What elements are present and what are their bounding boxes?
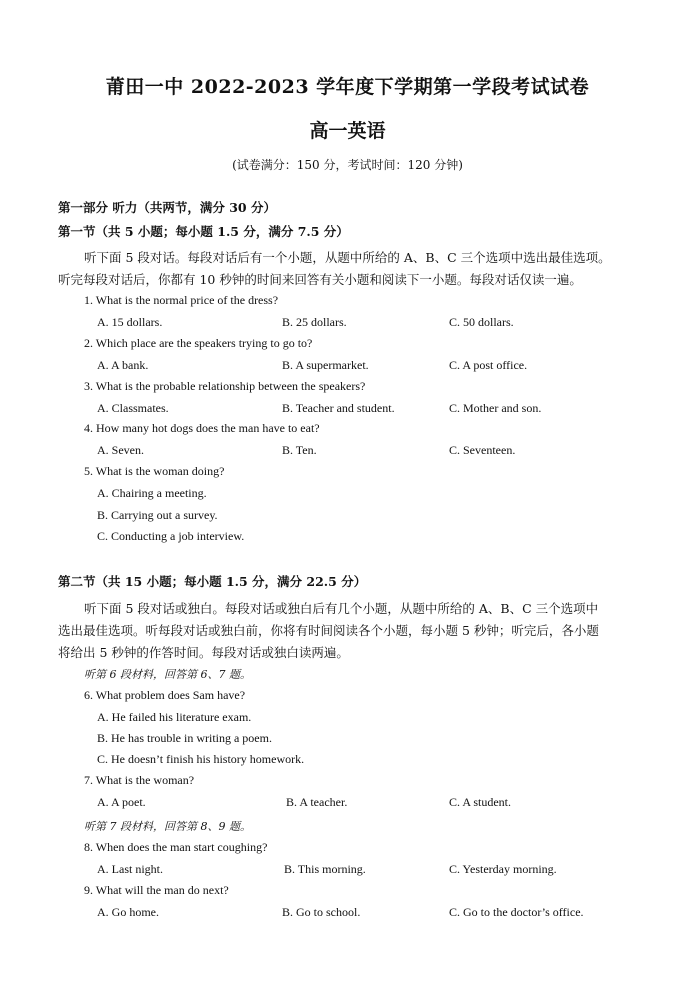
question-1-option-a: A. 15 dollars. (97, 315, 163, 329)
question-7-option-b: B. A teacher. (286, 795, 348, 809)
question-3-option-c: C. Mother and son. (449, 401, 542, 415)
exam-subject: 高一英语 (309, 120, 386, 142)
question-6-option-c: C. He doesn’t finish his history homework. (97, 752, 305, 766)
material-7-note: 听第 7 段材料，回答第 8、9 题。 (84, 820, 251, 833)
question-7: 7. What is the woman? (84, 773, 195, 787)
section1-heading: 第一节（共 5 小题；每小题 1.5 分，满分 7.5 分） (58, 224, 349, 239)
question-5-option-c: C. Conducting a job interview. (97, 529, 245, 543)
question-3: 3. What is the probable relationship between the speakers? (84, 379, 366, 393)
question-7-option-a: A. A poet. (97, 795, 146, 809)
question-6: 6. What problem does Sam have? (84, 688, 246, 702)
question-1-option-b: B. 25 dollars. (282, 315, 347, 329)
question-5-option-a: A. Chairing a meeting. (97, 486, 207, 500)
question-4-option-a: A. Seven. (97, 443, 144, 457)
question-3-option-a: A. Classmates. (97, 401, 169, 415)
question-5: 5. What is the woman doing? (84, 464, 225, 478)
section2-instruction-line3: 将给出 5 秒钟的作答时间。每段对话或独白读两遍。 (58, 645, 349, 660)
section2-instruction-line1: 听下面 5 段对话或独白。每段对话或独白后有几个小题，从题中所给的 A、B、C 三个选项中 (84, 601, 599, 616)
question-3-option-b: B. Teacher and student. (282, 401, 395, 415)
question-1-option-c: C. 50 dollars. (449, 315, 514, 329)
question-4: 4. How many hot dogs does the man have to eat? (84, 421, 320, 435)
section1-instruction-line1: 听下面 5 段对话。每段对话后有一个小题，从题中所给的 A、B、C 三个选项中选出最佳选项。 (84, 250, 611, 265)
question-1: 1. What is the normal price of the dress? (84, 293, 279, 307)
exam-title: 莆田一中 2022-2023 学年度下学期第一学段考试试卷 (105, 76, 590, 98)
question-9-option-b: B. Go to school. (282, 905, 361, 919)
question-8-option-a: A. Last night. (97, 862, 163, 876)
question-8-option-c: C. Yesterday morning. (449, 862, 557, 876)
question-4-option-c: C. Seventeen. (449, 443, 516, 457)
question-8-option-b: B. This morning. (284, 862, 366, 876)
question-2-option-b: B. A supermarket. (282, 358, 369, 372)
question-2: 2. Which place are the speakers trying to go to? (84, 336, 313, 350)
section2-instruction-line2: 选出最佳选项。听每段对话或独白前，你将有时间阅读各个小题，每小题 5 秒钟；听完后，各小题 (58, 623, 599, 638)
question-2-option-c: C. A post office. (449, 358, 528, 372)
material-6-note: 听第 6 段材料，回答第 6、7 题。 (84, 668, 251, 681)
part1-heading: 第一部分 听力（共两节，满分 30 分） (58, 200, 276, 215)
section1-instruction-line2: 听完每段对话后，你都有 10 秒钟的时间来回答有关小题和阅读下一小题。每段对话仅读一遍。 (58, 272, 582, 287)
exam-info: (试卷满分：150 分，考试时间：120 分钟) (232, 158, 463, 172)
section2-heading: 第二节（共 15 小题；每小题 1.5 分，满分 22.5 分） (58, 574, 367, 589)
question-6-option-b: B. He has trouble in writing a poem. (97, 731, 272, 745)
question-9: 9. What will the man do next? (84, 883, 229, 897)
question-5-option-b: B. Carrying out a survey. (97, 508, 218, 522)
question-4-option-b: B. Ten. (282, 443, 317, 457)
question-2-option-a: A. A bank. (97, 358, 149, 372)
question-8: 8. When does the man start coughing? (84, 840, 268, 854)
question-6-option-a: A. He failed his literature exam. (97, 710, 252, 724)
question-9-option-a: A. Go home. (97, 905, 159, 919)
question-9-option-c: C. Go to the doctor’s office. (449, 905, 584, 919)
question-7-option-c: C. A student. (449, 795, 512, 809)
